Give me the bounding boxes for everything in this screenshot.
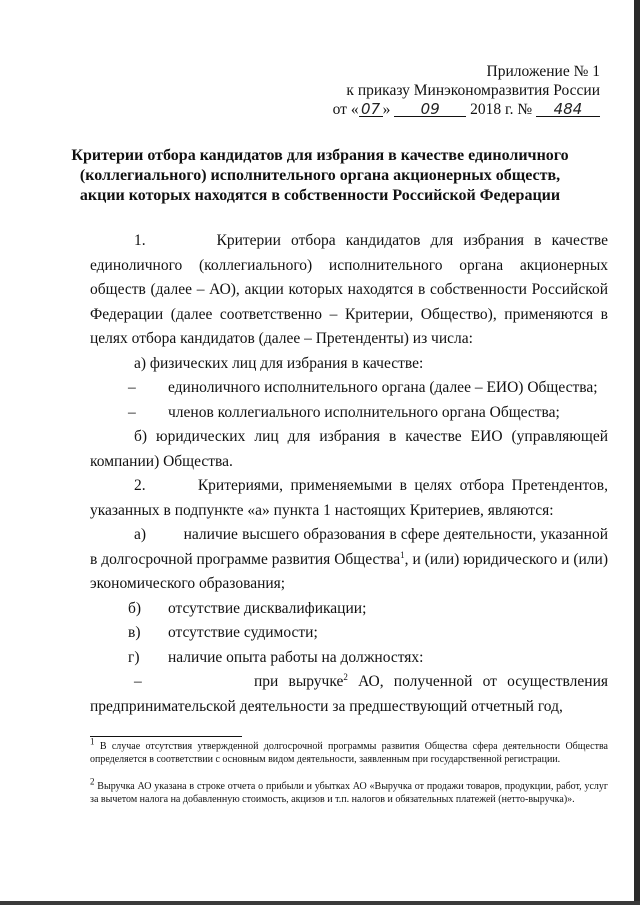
dash-item-text: членов коллегиального исполнительного органа Общества; [168,403,560,421]
criterion-v-text: отсутствие судимости; [168,624,318,641]
footnote-2-text: Выручка АО указана в строке отчета о прибыли и убытках АО «Выручка от продажи товаров, продукции, работ, услуг за вычетом налога на добавленную стоимость, акцизов и т.п. налогов и обязательных платежей (нетто-выручка)». [90,781,608,805]
footnote-ref-1: 1 [400,549,405,560]
paragraph-1: 1. Критерии отбора кандидатов для избрания в качестве единоличного (коллегиального) исполнительного органа акционерных обществ (далее – АО), акции которых находятся в собственности Российской Федерации (далее соответственно – Критерии, Общество), применяются в целях отбора кандидатов (далее – Претенденты) из числа: [90,232,608,347]
footnote-2 [90,776,608,806]
date-year-number: 2018 г. № [470,101,533,118]
criterion-a-text-end: , и (или) юридического и (или) экономического образования; [90,550,608,592]
handwritten-month: 09 [394,102,466,117]
document-body [90,229,608,719]
dash-item-collegial-body [90,401,608,426]
footnote-1 [90,736,608,766]
annex-header [333,62,600,119]
date-mid: » [382,101,391,118]
item-a-physical-persons: а) физических лиц для избрания в качестве: [134,354,424,372]
criterion-v-marker: в) [128,624,141,641]
footnote-1-number: 1 [90,736,95,747]
revenue-dash-item [90,670,608,719]
criterion-b-marker: б) [128,599,142,617]
footnote-1-text: В случае отсутствия утвержденной долгосрочной программы развития Общества сфера деятельности Общества определяется в соответствии с основным видом деятельности, заявленным при государственной регистрации. [90,741,608,765]
title-line-1: Критерии отбора кандидатов для избрания в качестве единоличного [71,147,569,164]
criterion-g [90,646,608,671]
footnote-ref-2: 2 [343,671,348,682]
criterion-b [90,597,608,622]
dash-item-text: единоличного исполнительного органа (далее – ЕИО) Общества; [168,379,598,396]
annex-title: Приложение № 1 [486,63,600,80]
annex-date-number [333,100,600,119]
handwritten-order-number: 484 [536,102,600,117]
criterion-b-text: отсутствие дисквалификации; [168,599,367,617]
item-b-legal-entities: б) юридических лиц для избрания в качестве ЕИО (управляющей компании) Общества. [90,428,608,470]
dash-marker: – [128,379,136,396]
revenue-text: при выручке [253,673,344,690]
date-prefix: от « [332,101,359,118]
revenue-text-end: АО, полученной от осуществления предпринимательской деятельности за предшествующий отчетный год, [90,673,608,715]
criterion-v [90,621,608,646]
dash-marker: – [128,403,136,421]
footnote-2-number: 2 [90,776,95,787]
criterion-a [90,523,608,597]
handwritten-day: 07 [359,102,383,117]
criterion-a-text: наличие высшего образования в сфере деятельности, указанной в долгосрочной программе развития Общества [90,526,608,568]
title-line-3: акции которых находятся в собственности Российской Федерации [79,187,561,204]
criterion-g-text: наличие опыта работы на должностях: [168,648,424,666]
title-line-2: (коллегиального) исполнительного органа акционерных обществ, [79,167,561,184]
dash-item-sole-body [90,376,608,401]
criterion-a-marker: а) [134,526,147,543]
criterion-g-marker: г) [128,648,140,666]
scan-edge-shadow-right [634,0,640,905]
annex-order-ref: к приказу Минэкономразвития России [346,82,600,99]
paragraph-2: 2. Критериями, применяемыми в целях отбора Претендентов, указанных в подпункте «а» пункта 1 настоящих Критериев, являются: [90,477,608,519]
scan-edge-shadow-bottom [0,901,640,905]
footnote-separator [90,736,242,737]
dash-marker: – [134,673,142,690]
document-title [60,146,580,206]
